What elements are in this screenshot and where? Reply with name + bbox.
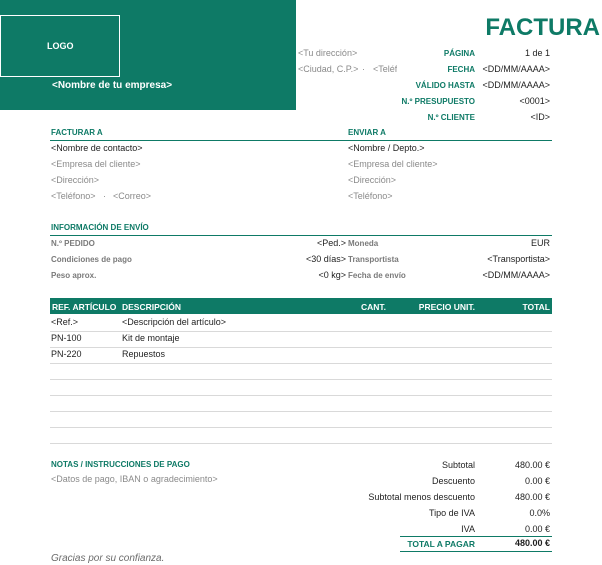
col-header-unit-price: PRECIO UNIT.	[418, 302, 475, 312]
ship-to-company: <Empresa del cliente>	[348, 159, 438, 169]
shipping-value-currency: EUR	[530, 238, 550, 248]
bill-to-company: <Empresa del cliente>	[51, 159, 141, 169]
col-header-qty: CANT.	[360, 302, 386, 312]
meta-value-page: 1 de 1	[524, 48, 550, 58]
ship-to-name: <Nombre / Depto.>	[348, 143, 425, 153]
grand-total-value: 480.00 €	[514, 538, 550, 548]
bill-to-phone: <Teléfono>	[51, 191, 96, 201]
shipping-label-currency: Moneda	[348, 239, 379, 248]
bill-to-heading: FACTURAR A	[51, 128, 103, 137]
row-divider	[50, 427, 552, 428]
cell-ref: <Ref.>	[51, 317, 79, 327]
row-divider	[50, 379, 552, 380]
row-divider	[50, 331, 552, 332]
grand-total-rule-bottom	[400, 551, 552, 552]
bill-to-email: <Correo>	[113, 191, 152, 201]
grand-total-rule-top	[400, 536, 552, 537]
totals-value-vat-rate: 0.0%	[529, 508, 550, 518]
totals-label-subtotal-less-discount: Subtotal menos descuento	[368, 492, 475, 502]
col-header-description: DESCRIPCIÓN	[122, 302, 182, 312]
col-header-total: TOTAL	[522, 302, 550, 312]
totals-value-discount: 0.00 €	[524, 476, 550, 486]
totals-value-subtotal: 480.00 €	[514, 460, 550, 470]
footer-thanks: Gracias por su confianza.	[51, 553, 165, 564]
meta-label-page: PÁGINA	[443, 49, 475, 58]
shipping-value-order-number: <Ped.>	[316, 238, 346, 248]
shipping-label-ship-date: Fecha de envío	[348, 271, 406, 280]
bill-to-address: <Dirección>	[51, 175, 100, 185]
row-divider	[50, 443, 552, 444]
meta-label-client-number: N.º CLIENTE	[427, 113, 475, 122]
bill-to-contact: <Nombre de contacto>	[51, 143, 143, 153]
totals-label-discount: Descuento	[431, 476, 475, 486]
company-city: <Ciudad, C.P.>	[298, 64, 359, 74]
company-address: <Tu dirección>	[298, 48, 358, 58]
totals-label-vat-rate: Tipo de IVA	[428, 508, 475, 518]
bill-to-separator: ·	[103, 191, 106, 201]
shipping-value-carrier: <Transportista>	[487, 254, 550, 264]
notes-text[interactable]: <Datos de pago, IBAN o agradecimiento>	[51, 474, 218, 484]
row-divider	[50, 347, 552, 348]
cell-description: Kit de montaje	[122, 333, 180, 343]
shipping-value-ship-date: <DD/MM/AAAA>	[482, 270, 550, 280]
bill-to-rule	[50, 140, 340, 141]
ship-to-rule	[340, 140, 552, 141]
ship-to-address: <Dirección>	[348, 175, 397, 185]
shipping-label-order-number: N.º PEDIDO	[51, 239, 95, 248]
shipping-value-weight: <0 kg>	[318, 270, 346, 280]
ship-to-phone: <Teléfono>	[348, 191, 393, 201]
totals-label-vat: IVA	[461, 524, 475, 534]
shipping-value-payment-terms: <30 días>	[305, 254, 346, 264]
meta-label-date: FECHA	[447, 65, 475, 74]
shipping-heading: INFORMACIÓN DE ENVÍO	[51, 223, 149, 232]
document-title: FACTURA	[485, 14, 600, 41]
cell-description: Repuestos	[122, 349, 166, 359]
meta-value-quote-number: <0001>	[519, 96, 550, 106]
company-phone: <Teléf	[373, 64, 397, 74]
row-divider	[50, 411, 552, 412]
shipping-label-weight: Peso aprox.	[51, 271, 97, 280]
shipping-rule	[50, 235, 552, 236]
notes-heading: NOTAS / INSTRUCCIONES DE PAGO	[51, 460, 190, 469]
row-divider	[50, 395, 552, 396]
company-name: <Nombre de tu empresa>	[52, 80, 173, 91]
cell-ref: PN-100	[51, 333, 82, 343]
col-header-ref: REF. ARTÍCULO	[52, 302, 117, 312]
totals-value-subtotal-less-discount: 480.00 €	[514, 492, 550, 502]
meta-label-quote-number: N.º PRESUPUESTO	[401, 97, 475, 106]
row-divider	[50, 363, 552, 364]
ship-to-heading: ENVIAR A	[348, 128, 386, 137]
address-separator: ·	[362, 64, 365, 74]
totals-label-subtotal: Subtotal	[441, 460, 475, 470]
shipping-label-carrier: Transportista	[348, 255, 399, 264]
cell-description: <Descripción del artículo>	[122, 317, 227, 327]
totals-value-vat: 0.00 €	[524, 524, 550, 534]
meta-value-client-number: <ID>	[530, 112, 550, 122]
logo-text: LOGO	[47, 41, 74, 51]
meta-value-date: <DD/MM/AAAA>	[482, 64, 550, 74]
cell-ref: PN-220	[51, 349, 82, 359]
grand-total-label: TOTAL A PAGAR	[407, 539, 475, 549]
shipping-label-payment-terms: Condiciones de pago	[51, 255, 132, 264]
meta-value-valid-until: <DD/MM/AAAA>	[482, 80, 550, 90]
meta-label-valid-until: VÁLIDO HASTA	[415, 81, 475, 90]
